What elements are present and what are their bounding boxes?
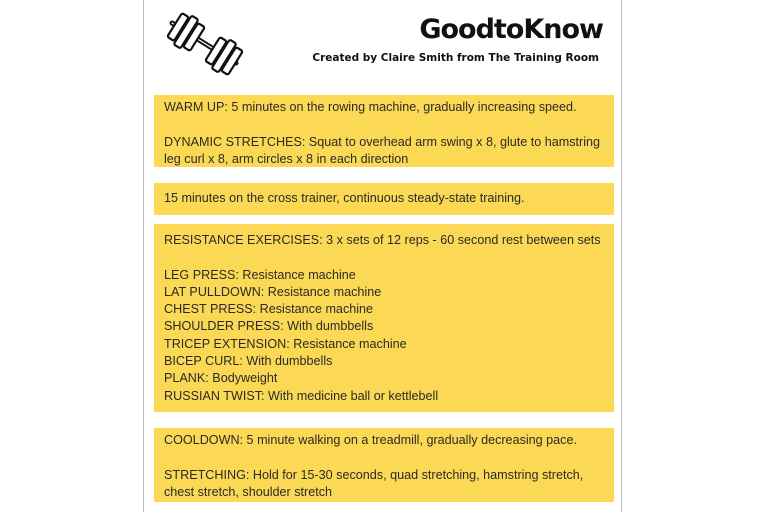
cooldown-text: COOLDOWN: 5 minute walking on a treadmill, gradually decreasing pace.: [164, 433, 577, 447]
warmup-section: [154, 95, 614, 167]
warmup-text: WARM UP: 5 minutes on the rowing machine, gradually increasing speed.: [164, 100, 577, 114]
brand-title: GoodtoKnow: [419, 14, 603, 45]
dumbbell-icon: [158, 10, 248, 76]
dynamic-stretches-text-cont: leg curl x 8, arm circles x 8 in each direction: [164, 151, 409, 166]
exercise-item: RUSSIAN TWIST: With medicine ball or kettlebell: [164, 388, 439, 403]
resistance-heading: RESISTANCE EXERCISES: 3 x sets of 12 reps - 60 second rest between sets: [164, 233, 601, 247]
cooldown-section: [154, 428, 614, 502]
exercise-item: PLANK: Bodyweight: [164, 371, 278, 386]
exercise-item: BICEP CURL: With dumbbells: [164, 354, 333, 369]
dynamic-stretches-text: DYNAMIC STRETCHES: Squat to overhead arm swing x 8, glute to hamstring: [164, 134, 601, 149]
exercise-item: LAT PULLDOWN: Resistance machine: [164, 284, 382, 299]
cardio-section: [154, 183, 614, 215]
author-credit: Created by Claire Smith from The Training Room: [312, 52, 599, 64]
stretching-text-cont: chest stretch, shoulder stretch: [164, 484, 332, 499]
cardio-text: 15 minutes on the cross trainer, continuous steady-state training.: [164, 191, 525, 205]
exercise-item: TRICEP EXTENSION: Resistance machine: [164, 336, 407, 351]
exercise-item: CHEST PRESS: Resistance machine: [164, 302, 374, 317]
workout-sheet: [143, 0, 622, 512]
exercise-item: LEG PRESS: Resistance machine: [164, 267, 356, 282]
exercise-item: SHOULDER PRESS: With dumbbells: [164, 319, 374, 334]
stretching-text: STRETCHING: Hold for 15-30 seconds, quad stretching, hamstring stretch,: [164, 467, 584, 482]
resistance-section: [154, 224, 614, 412]
